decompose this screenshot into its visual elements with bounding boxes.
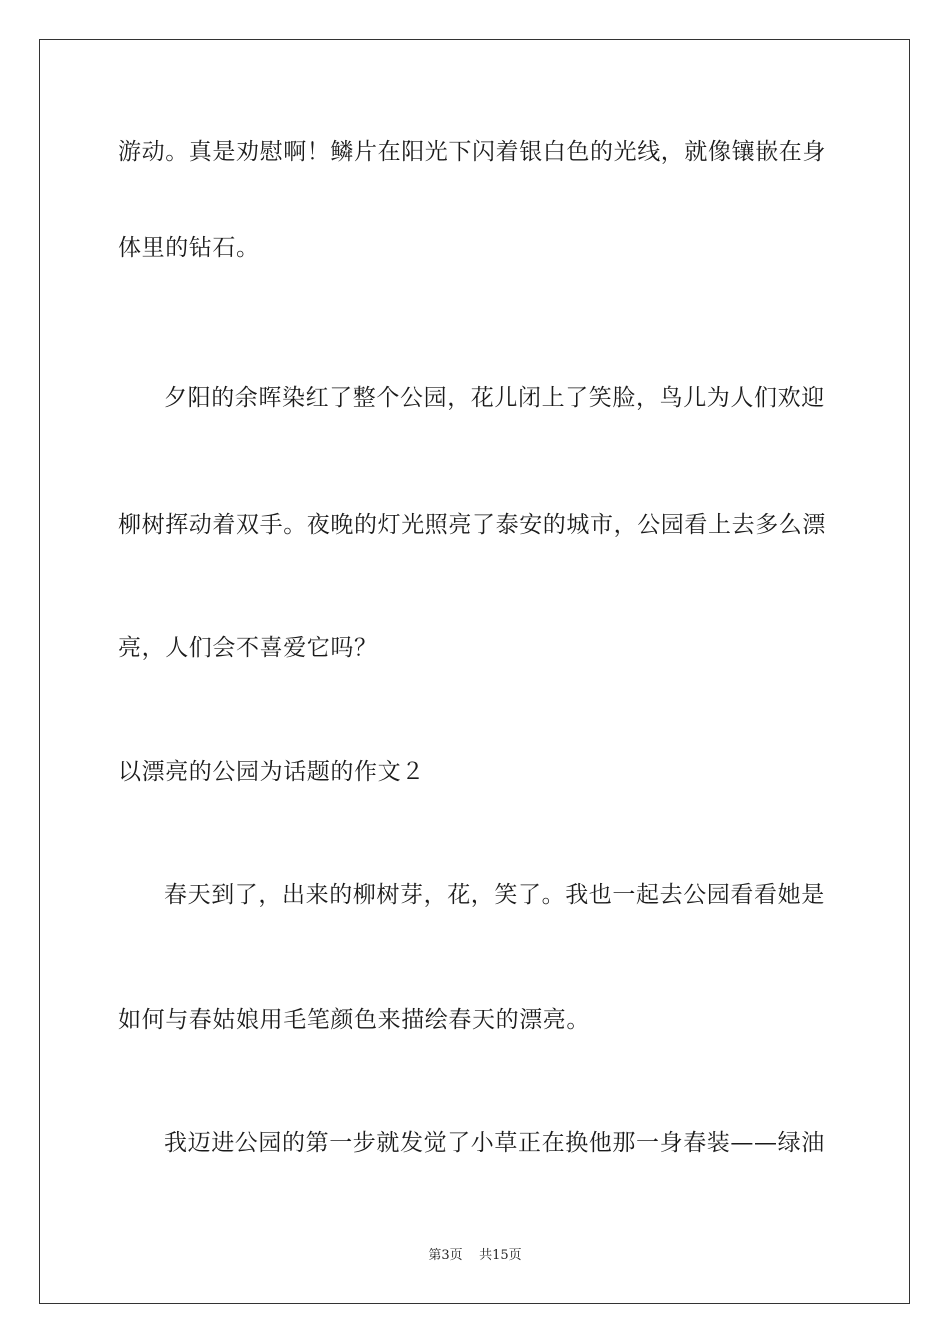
paragraph-line: 游动。真是劝慰啊！鳞片在阳光下闪着银白色的光线，就像镶嵌在身: [118, 139, 826, 165]
page-total: 共15页: [479, 1248, 522, 1263]
page-border: [39, 39, 910, 1304]
paragraph-line: 夕阳的余晖染红了整个公园，花儿闭上了笑脸，鸟儿为人们欢迎: [164, 385, 825, 411]
paragraph-line: 体里的钻石。: [118, 235, 260, 261]
page-number: 第3页: [428, 1248, 463, 1263]
paragraph-line: 我迈进公园的第一步就发觉了小草正在换他那一身春装——绿油: [164, 1130, 825, 1156]
footer-spacer: [463, 1248, 480, 1263]
paragraph-line: 柳树挥动着双手。夜晚的灯光照亮了泰安的城市，公园看上去多么漂: [118, 512, 826, 538]
paragraph-line: 春天到了，出来的柳树芽，花，笑了。我也一起去公园看看她是: [164, 882, 825, 908]
section-heading: 以漂亮的公园为话题的作文２: [118, 759, 425, 785]
paragraph-line: 如何与春姑娘用毛笔颜色来描绘春天的漂亮。: [118, 1007, 590, 1033]
paragraph-line: 亮，人们会不喜爱它吗？: [118, 635, 378, 661]
page-footer: [0, 1247, 950, 1265]
